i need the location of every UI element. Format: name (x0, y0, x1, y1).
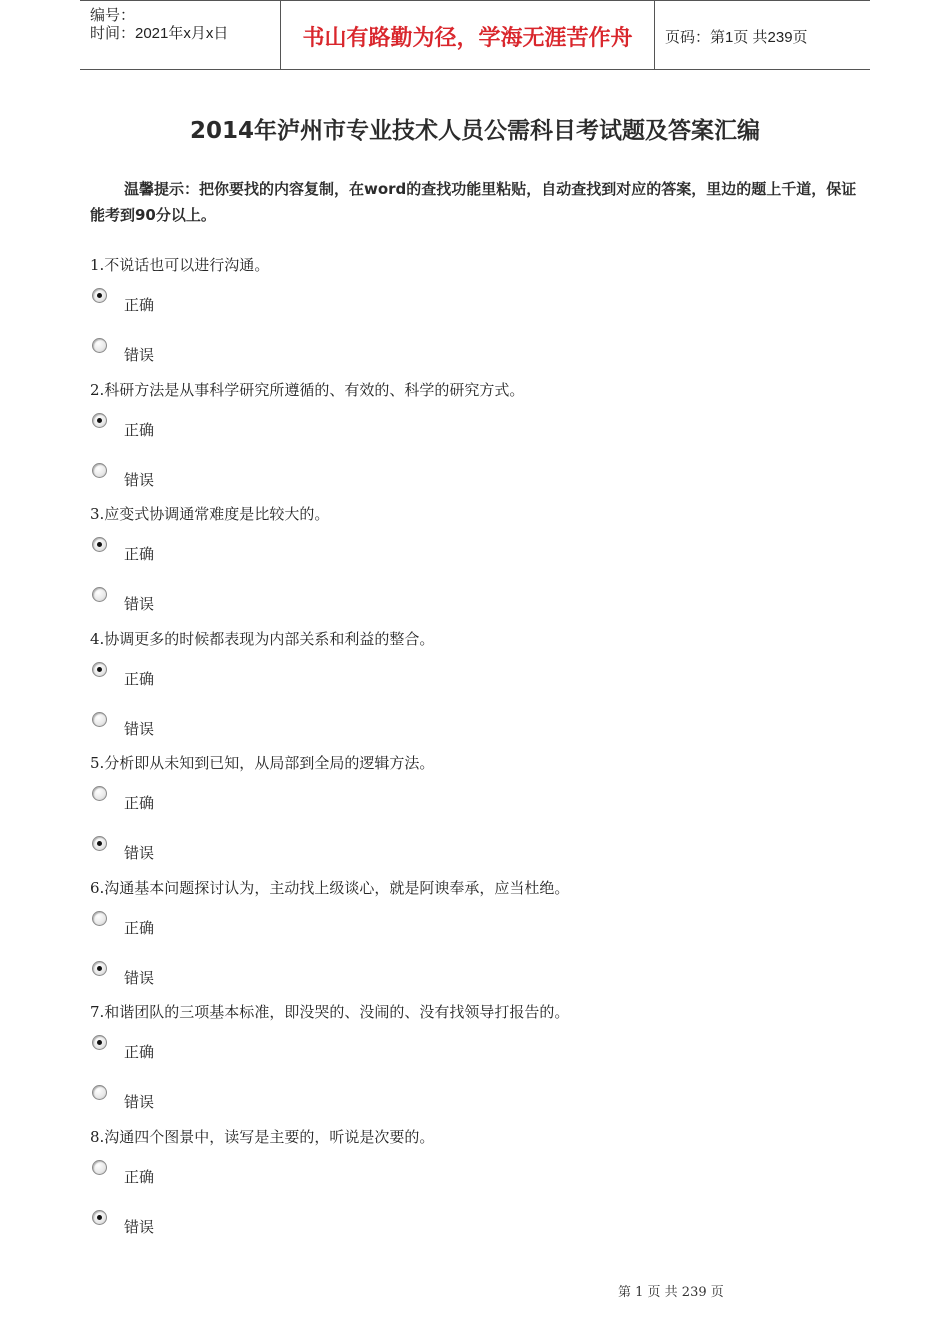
radio-unselected-icon[interactable] (92, 911, 107, 926)
radio-unselected-icon[interactable] (92, 463, 107, 478)
question-text: 1.不说话也可以进行沟通。 (90, 256, 270, 274)
radio-dot-icon (97, 667, 102, 672)
option-label: 正确 (124, 296, 155, 314)
question-text: 7.和谐团队的三项基本标准，即没哭的、没闹的、没有找领导打报告的。 (90, 1003, 570, 1021)
option-label: 错误 (124, 968, 155, 987)
number-label: 编号： (90, 7, 136, 24)
question-text: 6.沟通基本问题探讨认为，主动找上级谈心，就是阿谀奉承，应当杜绝。 (90, 878, 570, 897)
radio-dot-icon (97, 293, 102, 298)
option-label: 正确 (124, 1043, 155, 1061)
header-right-cell (655, 1, 870, 69)
radio-unselected-icon[interactable] (92, 1085, 107, 1100)
radio-selected-icon[interactable] (92, 662, 107, 677)
page-info: 页码：第1页 共239页 (665, 29, 808, 46)
radio-dot-icon (97, 418, 102, 423)
page-footer: 第 1 页 共 239 页 (618, 1285, 724, 1300)
option-label: 错误 (124, 1217, 155, 1236)
question-text: 2.科研方法是从事科学研究所遵循的、有效的、科学的研究方式。 (90, 380, 525, 399)
motto: 书山有路勤为径，学海无涯苦作舟 (302, 26, 633, 51)
radio-selected-icon[interactable] (92, 413, 107, 428)
radio-unselected-icon[interactable] (92, 1160, 107, 1175)
tip-paragraph: 温馨提示：把你要找的内容复制，在word的查找功能里粘贴，自动查找到对应的答案，里边的题上千道，保证能考到90分以上。 (90, 180, 857, 224)
question-text: 3.应变式协调通常难度是比较大的。 (90, 505, 330, 523)
header-table (80, 0, 870, 70)
option-label: 错误 (124, 470, 155, 489)
radio-selected-icon[interactable] (92, 537, 107, 552)
option-label: 错误 (124, 1093, 155, 1111)
radio-dot-icon (97, 542, 102, 547)
radio-unselected-icon[interactable] (92, 786, 107, 801)
radio-selected-icon[interactable] (92, 1210, 107, 1225)
radio-dot-icon (97, 1040, 102, 1045)
radio-unselected-icon[interactable] (92, 712, 107, 727)
document-title: 2014年泸州市专业技术人员公需科目考试题及答案汇编 (189, 118, 760, 144)
option-label: 错误 (124, 844, 155, 862)
time-label: 时间：2021年x月x日 (90, 25, 229, 42)
header-mid-cell (281, 1, 655, 69)
option-label: 正确 (124, 918, 155, 937)
radio-unselected-icon[interactable] (92, 587, 107, 602)
option-label: 正确 (124, 669, 155, 688)
header-left-cell (80, 1, 281, 69)
option-label: 正确 (124, 420, 155, 439)
radio-selected-icon[interactable] (92, 961, 107, 976)
radio-selected-icon[interactable] (92, 836, 107, 851)
radio-dot-icon (97, 966, 102, 971)
radio-selected-icon[interactable] (92, 1035, 107, 1050)
option-label: 正确 (124, 545, 155, 563)
question-text: 4.协调更多的时候都表现为内部关系和利益的整合。 (90, 629, 435, 648)
radio-selected-icon[interactable] (92, 288, 107, 303)
option-label: 正确 (124, 794, 155, 812)
radio-dot-icon (97, 1215, 102, 1220)
radio-dot-icon (97, 841, 102, 846)
option-label: 错误 (124, 346, 155, 364)
option-label: 错误 (124, 719, 155, 738)
option-label: 正确 (124, 1167, 155, 1186)
question-text: 8.沟通四个图景中，读写是主要的，听说是次要的。 (90, 1127, 435, 1146)
radio-unselected-icon[interactable] (92, 338, 107, 353)
question-text: 5.分析即从未知到已知，从局部到全局的逻辑方法。 (90, 754, 435, 772)
option-label: 错误 (124, 595, 155, 613)
